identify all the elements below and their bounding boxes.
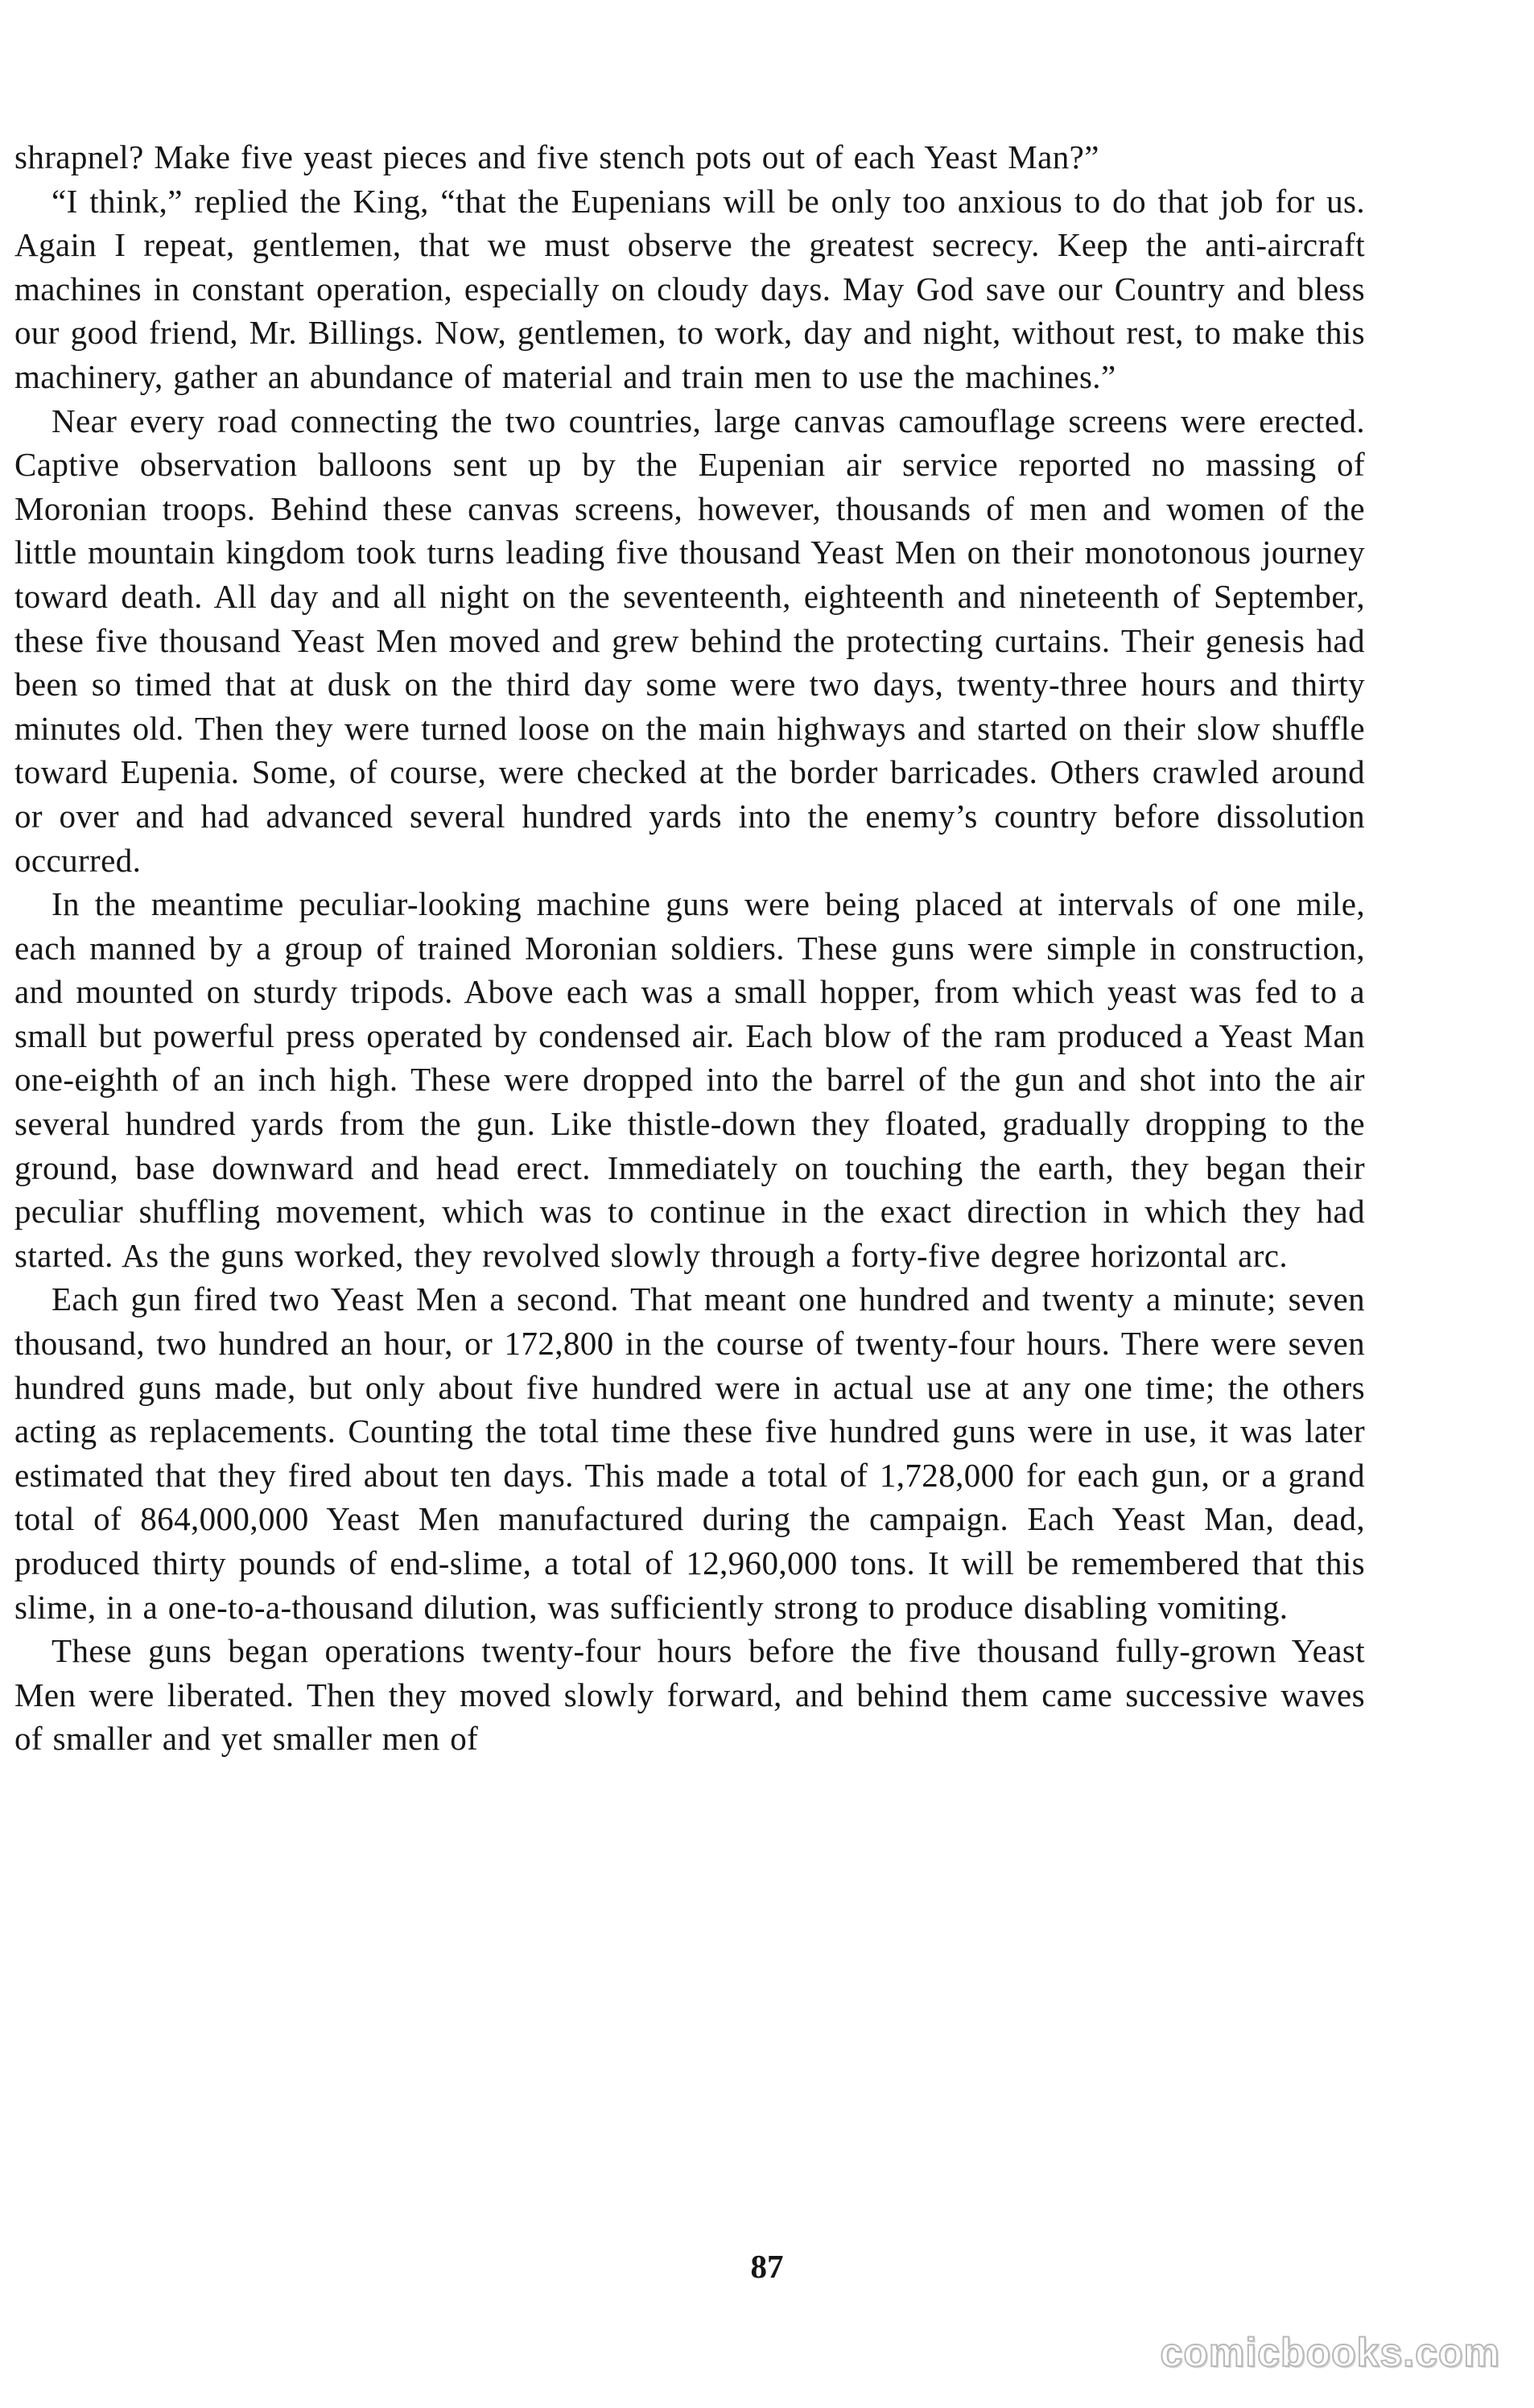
paragraph-5: Each gun fired two Yeast Men a second. That meant one hundred and twenty a minute; seven thousand, two hundred an hour, or 172,800 in the course of twenty-four hours. There were seven hundred guns made, but only about five hundred were in actual use at any one time; the others acting as replacements. Counting the total time these five hundred guns were in use, it was later estimated that they fired about ten days. This made a total of 1,728,000 for each gun, or a grand total of 864,000,000 Yeast Men manufactured during the campaign. Each Yeast Man, dead, produced thirty pounds of end-slime, a total of 12,960,000 tons. It will be remembered that this slime, in a one-to-a-thousand dilution, was sufficiently strong to produce disabling vomiting.	[14, 1280, 1365, 1626]
paragraph-3: Near every road connecting the two countries, large canvas camouflage screens were erected. Captive observation balloons sent up by the Eupenian air service reported no massing of Moronian troops. Behind these canvas screens, however, thousands of men and women of the little mountain kingdom took turns leading five thousand Yeast Men on their monotonous journey toward death. All day and all night on the seventeenth, eighteenth and nineteenth of September, these five thousand Yeast Men moved and grew behind the protecting curtains. Their genesis had been so timed that at dusk on the third day some were two days, twenty-three hours and thirty minutes old. Then they were turned loose on the main highways and started on their slow shuffle toward Eupenia. Some, of course, were checked at the border barricades. Others crawled around or over and had advanced several hundred yards into the enemy’s country before dissolution occurred.	[14, 402, 1365, 879]
paragraph-2: “I think,” replied the King, “that the Eupenians will be only too anxious to do that job for us. Again I repeat, gentlemen, that we must observe the greatest secrecy. Keep the anti-aircraft machines in constant operation, especially on cloudy days. May God save our Country and bless our good friend, Mr. Billings. Now, gentlemen, to work, day and night, without rest, to make this machinery, gather an abundance of material and train men to use the machines.”	[14, 182, 1365, 395]
body-text	[14, 135, 1365, 1761]
paragraph-6: These guns began operations twenty-four hours before the five thousand fully-grown Yeast Men were liberated. Then they moved slowly forward, and behind them came successive waves of smaller and yet smaller men of	[14, 1632, 1365, 1758]
watermark: comicbooks.com	[1160, 2330, 1500, 2375]
page-number: 87	[750, 2248, 784, 2285]
paragraph-4: In the meantime peculiar-looking machine guns were being placed at intervals of one mile, each manned by a group of trained Moronian soldiers. These guns were simple in construction, and mounted on sturdy tripods. Above each was a small hopper, from which yeast was fed to a small but powerful press operated by condensed air. Each blow of the ram produced a Yeast Man one-eighth of an inch high. These were dropped into the barrel of the gun and shot into the air several hundred yards from the gun. Like thistle-down they floated, gradually dropping to the ground, base downward and head erect. Immediately on touching the earth, they began their peculiar shuffling movement, which was to continue in the exact direction in which they had started. As the guns worked, they revolved slowly through a forty-five degree horizontal arc.	[14, 885, 1365, 1274]
paragraph-1: shrapnel? Make five yeast pieces and five stench pots out of each Yeast Man?”	[14, 138, 1099, 175]
